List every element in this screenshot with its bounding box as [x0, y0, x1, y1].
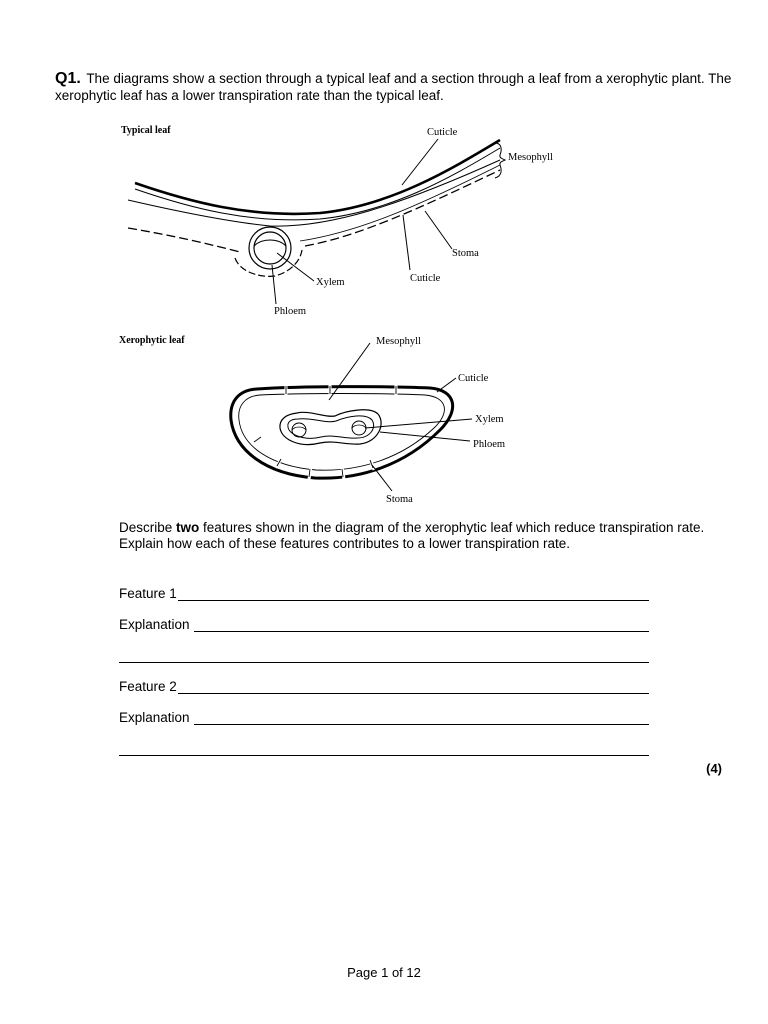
xero-label-stoma: Stoma: [386, 494, 413, 505]
typical-leaf-diagram: [0, 115, 768, 325]
feature-1-line[interactable]: [119, 585, 649, 601]
xylem-bundle: [249, 227, 291, 269]
lower-epidermis: [128, 170, 500, 252]
xero-cuticle: [231, 387, 453, 479]
label-xylem: Xylem: [316, 277, 345, 288]
feature-2-line[interactable]: [119, 678, 649, 694]
question-intro: The diagrams show a section through a typical leaf and a section through a leaf from a xerophytic plant. The xerophytic leaf has a lower transpiration rate than the typical leaf.: [55, 71, 732, 103]
question-text: [55, 70, 745, 104]
upper-cuticle: [135, 140, 500, 214]
lower-cuticle: [300, 165, 500, 241]
feature-1-label: Feature 1: [119, 586, 177, 601]
xero-label-cuticle: Cuticle: [458, 373, 489, 384]
xero-label-phloem: Phloem: [473, 439, 506, 450]
xerophytic-leaf-title: Xerophytic leaf: [119, 335, 185, 346]
explanation-1-line[interactable]: [119, 616, 649, 632]
label-phloem: Phloem: [274, 306, 307, 317]
explanation-1-continuation-line[interactable]: [119, 647, 649, 663]
xero-label-mesophyll: Mesophyll: [376, 336, 421, 347]
explanation-2-continuation-line[interactable]: [119, 740, 649, 756]
prompt-text-2: features shown in the diagram of the xerophytic leaf which reduce transpiration rate. Explain how each of these features contributes to a lower transpiration rate.: [119, 520, 705, 551]
marks-available: (4): [706, 761, 722, 776]
xero-epidermis: [239, 394, 445, 471]
prompt-text-1: Describe: [119, 520, 177, 535]
xero-xylem-right: [352, 421, 366, 435]
label-stoma: Stoma: [452, 248, 479, 259]
label-cuticle-top: Cuticle: [427, 127, 458, 138]
vein-outline: [235, 250, 302, 276]
label-mesophyll: Mesophyll: [508, 152, 553, 163]
xerophytic-leaf-diagram: [0, 330, 768, 510]
xero-label-xylem: Xylem: [475, 414, 504, 425]
explanation-2-label: Explanation: [119, 710, 190, 725]
prompt-bold: two: [176, 520, 200, 535]
label-cuticle-bottom: Cuticle: [410, 273, 441, 284]
xero-xylem-left: [292, 423, 306, 437]
phloem-ring: [254, 232, 286, 264]
feature-2-label: Feature 2: [119, 679, 177, 694]
page-footer: Page 1 of 12: [347, 965, 421, 980]
question-number: Q1.: [55, 70, 81, 87]
explanation-1-label: Explanation: [119, 617, 190, 632]
task-prompt: [119, 520, 709, 552]
explanation-2-line[interactable]: [119, 709, 649, 725]
mesophyll-boundary: [128, 160, 500, 226]
xero-stomata: [251, 383, 396, 479]
typical-leaf-title: Typical leaf: [121, 125, 171, 136]
